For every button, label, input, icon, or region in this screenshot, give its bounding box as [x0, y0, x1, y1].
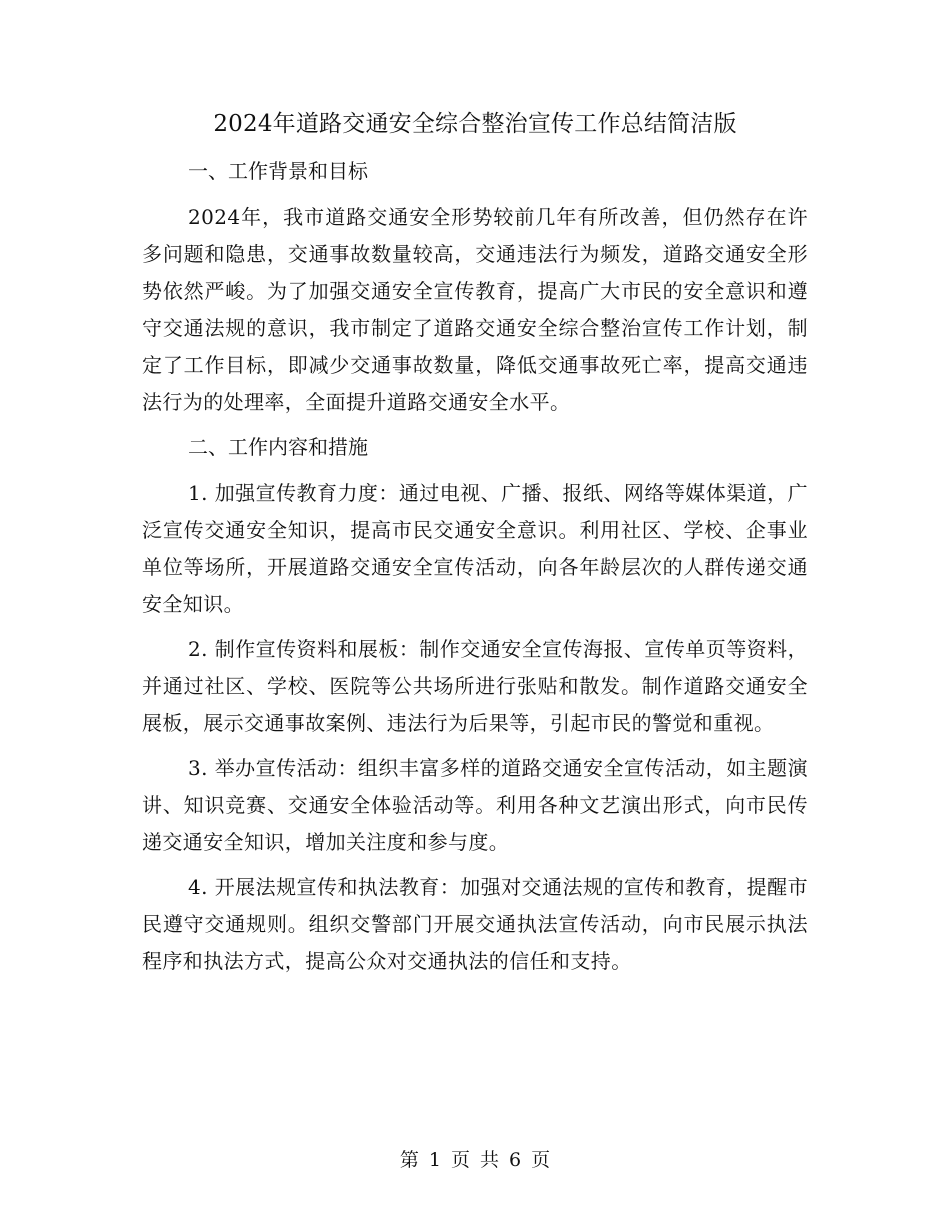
page-number-footer: 第 1 页 共 6 页 [399, 1149, 551, 1171]
list-item-publicity-education: 1. 加强宣传教育力度：通过电视、广播、报纸、网络等媒体渠道，广泛宣传交通安全知识，提高市民交通安全意识。利用社区、学校、企事业单位等场所，开展道路交通安全宣传活动，向各年龄层次的人群传递交通安全知识。 [142, 481, 808, 616]
list-item-law-enforcement-education: 4. 开展法规宣传和执法教育：加强对交通法规的宣传和教育，提醒市民遵守交通规则。组织交警部门开展交通执法宣传活动，向市民展示执法程序和执法方式，提高公众对交通执法的信任和支持。 [142, 875, 808, 973]
list-item-materials-boards: 2. 制作宣传资料和展板：制作交通安全宣传海报、宣传单页等资料，并通过社区、学校、医院等公共场所进行张贴和散发。制作道路交通安全展板，展示交通事故案例、违法行为后果等，引起市民的警觉和重视。 [142, 637, 808, 735]
paragraph-background: 2024年，我市道路交通安全形势较前几年有所改善，但仍然存在许多问题和隐患，交通事故数量较高，交通违法行为频发，道路交通安全形势依然严峻。为了加强交通安全宣传教育，提高广大市民的安全意识和遵守交通法规的意识，我市制定了道路交通安全综合整治宣传工作计划，制定了工作目标，即减少交通事故数量，降低交通事故死亡率，提高交通违法行为的处理率，全面提升道路交通安全水平。 [142, 205, 808, 414]
document-title: 2024年道路交通安全综合整治宣传工作总结简洁版 [213, 111, 737, 137]
section-heading-background: 一、工作背景和目标 [188, 159, 368, 183]
list-item-publicity-events: 3. 举办宣传活动：组织丰富多样的道路交通安全宣传活动，如主题演讲、知识竞赛、交通安全体验活动等。利用各种文艺演出形式，向市民传递交通安全知识，增加关注度和参与度。 [142, 756, 808, 854]
document-body [142, 154, 808, 980]
section-heading-measures: 二、工作内容和措施 [188, 435, 368, 459]
